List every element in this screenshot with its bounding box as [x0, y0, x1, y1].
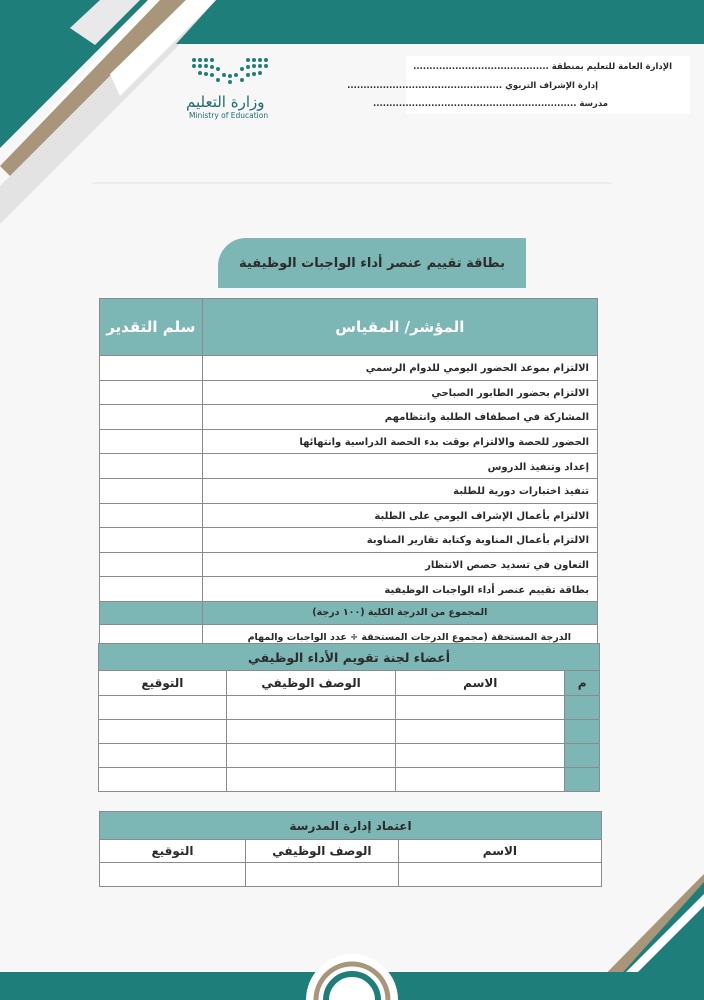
- name-cell[interactable]: [396, 696, 565, 720]
- table-row: [100, 356, 598, 381]
- name-cell[interactable]: [396, 720, 565, 744]
- committee-role-header: الوصف الوظيفي: [226, 671, 395, 696]
- scale-cell[interactable]: [100, 454, 203, 479]
- final-score-label: الدرجة المستحقة (مجموع الدرجات المستحقة ÷ عدد الواجبات والمهام: [202, 624, 597, 649]
- scale-cell[interactable]: [100, 405, 203, 430]
- table-row: [100, 380, 598, 405]
- role-cell[interactable]: [245, 863, 398, 887]
- number-cell: [565, 720, 600, 744]
- role-cell[interactable]: [226, 744, 395, 768]
- signature-cell[interactable]: [99, 696, 227, 720]
- table-row: [100, 577, 598, 602]
- number-cell: [565, 744, 600, 768]
- total-row: [100, 601, 598, 624]
- signature-cell[interactable]: [99, 768, 227, 792]
- indicator-text: التعاون في تسديد حصص الانتظار: [202, 552, 597, 577]
- indicator-text: إعداد وتنفيذ الدروس: [202, 454, 597, 479]
- table-row: [100, 405, 598, 430]
- header-region-line: الإدارة العامة للتعليم بمنطقة ..........................................: [413, 62, 672, 72]
- committee-number-header: م: [565, 671, 600, 696]
- evaluation-table: [99, 298, 598, 649]
- logo-english-text: Ministry of Education: [189, 111, 269, 120]
- table-row: [100, 528, 598, 553]
- card-title: بطاقة تقييم عنصر أداء الواجبات الوظيفية: [218, 238, 526, 288]
- indicator-text: الالتزام بأعمال الإشراف اليومي على الطلبة: [202, 503, 597, 528]
- total-score-cell[interactable]: [100, 601, 203, 624]
- committee-signature-header: التوقيع: [99, 671, 227, 696]
- header-info-box: [347, 56, 690, 114]
- scale-cell[interactable]: [100, 380, 203, 405]
- signature-cell[interactable]: [99, 720, 227, 744]
- logo-dots-icon: [180, 54, 280, 90]
- name-cell[interactable]: [396, 744, 565, 768]
- scale-cell[interactable]: [100, 577, 203, 602]
- approval-signature-header: التوقيع: [100, 840, 246, 863]
- table-row: [100, 478, 598, 503]
- scale-cell[interactable]: [100, 478, 203, 503]
- table-row: [100, 503, 598, 528]
- indicator-text: المشاركة في اصطفاف الطلبة وانتظامهم: [202, 405, 597, 430]
- header-divider: [92, 182, 612, 184]
- committee-name-header: الاسم: [396, 671, 565, 696]
- approval-header-row: [100, 840, 602, 863]
- role-cell[interactable]: [226, 720, 395, 744]
- scale-cell[interactable]: [100, 528, 203, 553]
- table-row: [100, 552, 598, 577]
- name-cell[interactable]: [396, 768, 565, 792]
- scale-cell[interactable]: [100, 356, 203, 381]
- indicator-text: الالتزام بأعمال المناوبة وكتابة تقارير المناوبة: [202, 528, 597, 553]
- table-row: [100, 863, 602, 887]
- role-cell[interactable]: [226, 696, 395, 720]
- committee-title: أعضاء لجنة تقويم الأداء الوظيفي: [99, 644, 600, 671]
- indicator-text: بطاقة تقييم عنصر أداء الواجبات الوظيفية: [202, 577, 597, 602]
- approval-name-header: الاسم: [398, 840, 601, 863]
- table-row: [100, 454, 598, 479]
- evaluation-table-header: [100, 299, 598, 356]
- table-row: [99, 696, 600, 720]
- header-supervision-line: إدارة الإشراف التربوي ................................................: [347, 81, 598, 91]
- ministry-logo: [180, 54, 280, 124]
- total-label: المجموع من الدرجة الكلية (١٠٠ درجة): [202, 601, 597, 624]
- committee-header-row: [99, 671, 600, 696]
- role-cell[interactable]: [226, 768, 395, 792]
- signature-cell[interactable]: [99, 744, 227, 768]
- name-cell[interactable]: [398, 863, 601, 887]
- number-cell: [565, 696, 600, 720]
- table-row: [100, 429, 598, 454]
- indicator-column-header: المؤشر/ المقياس: [202, 299, 597, 356]
- table-row: [99, 720, 600, 744]
- indicator-text: تنفيذ اختبارات دورية للطلبة: [202, 478, 597, 503]
- approval-title: اعتماد إدارة المدرسة: [100, 812, 602, 840]
- indicator-text: الالتزام بموعد الحضور اليومي للدوام الرسمي: [202, 356, 597, 381]
- table-row: [99, 768, 600, 792]
- scale-column-header: سلم التقدير: [100, 299, 203, 356]
- table-row: [99, 744, 600, 768]
- scale-cell[interactable]: [100, 429, 203, 454]
- indicator-text: الالتزام بحضور الطابور الصباحي: [202, 380, 597, 405]
- header-school-line: مدرسة ...............................................................: [373, 99, 608, 109]
- logo-arabic-text: وزارة التعليم: [186, 93, 265, 111]
- approval-table: [99, 811, 602, 887]
- approval-role-header: الوصف الوظيفي: [245, 840, 398, 863]
- number-cell: [565, 768, 600, 792]
- signature-cell[interactable]: [100, 863, 246, 887]
- scale-cell[interactable]: [100, 503, 203, 528]
- scale-cell[interactable]: [100, 552, 203, 577]
- committee-table: [98, 643, 600, 792]
- indicator-text: الحضور للحصة والالتزام بوقت بدء الحصة الدراسية وانتهائها: [202, 429, 597, 454]
